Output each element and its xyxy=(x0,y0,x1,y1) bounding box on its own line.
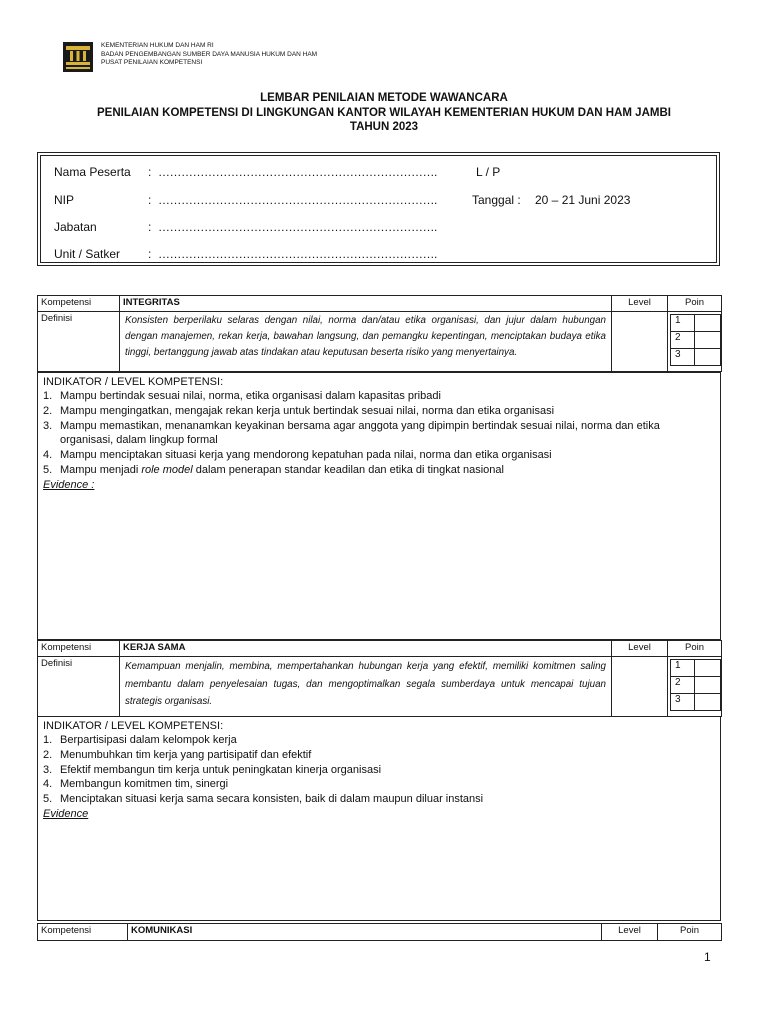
indicator-item xyxy=(43,748,715,763)
tanggal-label: Tanggal : xyxy=(472,193,521,207)
poin-header: Poin xyxy=(658,924,722,941)
poin-input[interactable] xyxy=(695,694,721,711)
nip-colon: : xyxy=(148,193,152,207)
jabatan-colon: : xyxy=(148,220,152,234)
role-model-emphasis: role model xyxy=(141,463,193,476)
level-cell[interactable] xyxy=(612,657,668,717)
indicator-text: Mampu mengingatkan, mengajak rekan kerja untuk bertindak sesuai nilai, norma dan etika organisasi xyxy=(60,404,555,417)
document-titles xyxy=(0,91,768,135)
indicator-number: 4. xyxy=(43,449,53,462)
indicator-number: 2. xyxy=(43,404,53,417)
nip-label: NIP xyxy=(54,193,75,207)
competency-name: KERJA SAMA xyxy=(120,641,612,657)
indicator-text: Mampu memastikan, menanamkan keyakinan bersama agar anggota yang dipimpin bertindak sesuai nilai, norma dan etika organisasi, dalam lingkup formal xyxy=(60,419,660,447)
indicator-list xyxy=(43,389,715,478)
definition-text: Konsisten berperilaku selaras dengan nilai, norma dan/atau etika organisasi, dan jujur dalam hubungan dengan manajemen, rekan kerja, bawahan langsung, dan pemangku kepentingan, menciptakan budaya etika tinggi, bertanggung jawab atas tindakan atau keputusan beserta risiko yang menyertainya. xyxy=(120,312,612,372)
poin-cell xyxy=(668,657,722,717)
indicator-text: Mampu bertindak sesuai nilai, norma, etika organisasi dalam kapasitas pribadi xyxy=(60,390,441,402)
indicator-number: 3. xyxy=(43,419,53,432)
nama-label: Nama Peserta xyxy=(54,165,131,179)
nama-field[interactable]: ………………………………………………………………. xyxy=(158,165,437,179)
competency-label: Kompetensi xyxy=(38,641,120,657)
indicator-number: 5. xyxy=(43,463,53,476)
competency-table-integritas xyxy=(37,295,722,372)
poin-input[interactable] xyxy=(695,332,721,349)
poin-number: 1 xyxy=(671,660,695,677)
poin-grid xyxy=(670,314,721,366)
indicator-item xyxy=(43,733,715,748)
indicator-text: Membangun komitmen tim, sinergi xyxy=(60,778,229,791)
level-cell[interactable] xyxy=(612,312,668,372)
indicator-item xyxy=(43,792,715,807)
indicator-item xyxy=(43,389,715,404)
nip-field[interactable]: ………………………………………………………………. xyxy=(158,193,437,207)
indicator-number: 1. xyxy=(43,390,53,402)
poin-number: 3 xyxy=(671,694,695,711)
tanggal-value: 20 – 21 Juni 2023 xyxy=(535,193,631,207)
indicator-text: Efektif membangun tim kerja untuk peningkatan kinerja organisasi xyxy=(60,763,382,776)
indicator-text: Mampu menjadi role model dalam penerapan standar keadilan dan etika di tingkat nasional xyxy=(60,463,504,476)
poin-input[interactable] xyxy=(695,349,721,366)
participant-identity-box xyxy=(37,152,720,266)
poin-header: Poin xyxy=(668,296,722,312)
indicator-item xyxy=(43,448,715,463)
poin-input[interactable] xyxy=(695,677,721,694)
indicator-box-kerja-sama xyxy=(37,716,721,921)
indicator-item xyxy=(43,763,715,778)
title-line-3: TAHUN 2023 xyxy=(349,121,419,133)
indicator-number: 4. xyxy=(43,778,53,791)
indicator-title: INDIKATOR / LEVEL KOMPETENSI: xyxy=(43,376,224,388)
org-line-agency: BADAN PENGEMBANGAN SUMBER DAYA MANUSIA HUKUM DAN HAM xyxy=(101,50,318,58)
poin-grid xyxy=(670,659,721,711)
indicator-item xyxy=(43,404,715,419)
indicator-text: Menumbuhkan tim kerja yang partisipatif dan efektif xyxy=(60,748,312,761)
competency-name: INTEGRITAS xyxy=(120,296,612,312)
title-line-1: LEMBAR PENILAIAN METODE WAWANCARA xyxy=(260,92,508,104)
org-lines xyxy=(101,42,317,68)
definition-label: Definisi xyxy=(38,312,120,372)
competency-label: Kompetensi xyxy=(38,924,128,941)
indicator-text: Mampu menciptakan situasi kerja yang mendorong kepatuhan pada nilai, norma dan etika organisasi xyxy=(60,449,552,462)
indicator-text: Menciptakan situasi kerja sama secara konsisten, baik di dalam maupun diluar instansi xyxy=(60,793,484,806)
indicator-box-integritas xyxy=(37,372,721,640)
page-number: 1 xyxy=(704,950,711,964)
indicator-text: Berpartisipasi dalam kelompok kerja xyxy=(60,734,237,746)
jabatan-field[interactable]: ………………………………………………………………. xyxy=(158,220,437,234)
level-header: Level xyxy=(612,296,668,312)
poin-cell xyxy=(668,312,722,372)
indicator-number: 3. xyxy=(43,763,53,776)
unit-colon: : xyxy=(148,247,152,261)
competency-table-komunikasi xyxy=(37,923,722,941)
indicator-number: 5. xyxy=(43,793,53,806)
org-line-ministry: KEMENTERIAN HUKUM DAN HAM RI xyxy=(101,42,214,49)
jabatan-label: Jabatan xyxy=(54,220,97,234)
poin-number: 2 xyxy=(671,677,695,694)
competency-name: KOMUNIKASI xyxy=(128,924,602,941)
poin-number: 3 xyxy=(671,349,695,366)
indicator-number: 1. xyxy=(43,734,53,746)
indicator-item xyxy=(43,419,715,449)
competency-table-kerja-sama xyxy=(37,640,722,717)
indicator-number: 2. xyxy=(43,748,53,761)
indicator-item xyxy=(43,777,715,792)
indicator-item xyxy=(43,463,715,478)
poin-number: 1 xyxy=(671,315,695,332)
unit-label: Unit / Satker xyxy=(54,247,121,261)
org-line-center: PUSAT PENILAIAN KOMPETENSI xyxy=(101,59,203,66)
ministry-logo-icon xyxy=(63,42,93,72)
evidence-label[interactable]: Evidence xyxy=(43,807,89,820)
unit-field[interactable]: ………………………………………………………………. xyxy=(158,247,437,261)
gender-label[interactable]: L / P xyxy=(476,165,501,179)
competency-label: Kompetensi xyxy=(38,296,120,312)
poin-input[interactable] xyxy=(695,315,721,332)
poin-header: Poin xyxy=(668,641,722,657)
evidence-label[interactable]: Evidence : xyxy=(43,478,95,491)
poin-number: 2 xyxy=(671,332,695,349)
definition-label: Definisi xyxy=(38,657,120,717)
level-header: Level xyxy=(602,924,658,941)
indicator-title: INDIKATOR / LEVEL KOMPETENSI: xyxy=(43,720,224,732)
level-header: Level xyxy=(612,641,668,657)
definition-text: Kemampuan menjalin, membina, mempertahankan hubungan kerja yang efektif, memiliki komitmen saling membantu dalam penyelesaian tugas, dan mengoptimalkan segala sumberdaya untuk mencapai tujuan strategis organisasi. xyxy=(120,657,612,717)
poin-input[interactable] xyxy=(695,660,721,677)
title-line-2: PENILAIAN KOMPETENSI DI LINGKUNGAN KANTOR WILAYAH KEMENTERIAN HUKUM DAN HAM JAMBI xyxy=(97,106,671,119)
indicator-list xyxy=(43,733,715,807)
nama-colon: : xyxy=(148,165,152,179)
